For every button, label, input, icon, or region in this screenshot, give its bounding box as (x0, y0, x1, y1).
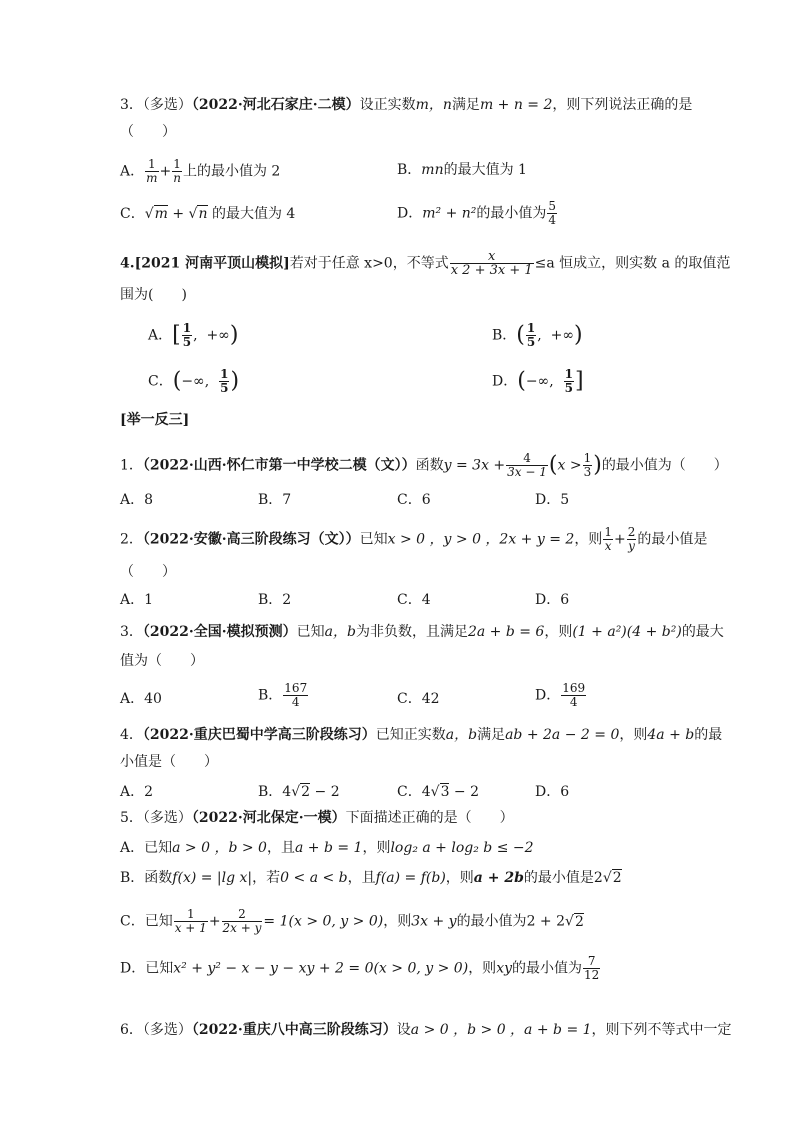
q4-stem-2: 围为( ) (120, 287, 187, 303)
q4-option-c: C．(−∞, $\frac{1}{5}$ ) (148, 367, 240, 395)
p5-option-d: D．已知x² + y² − x − y − xy + 2 = 0(x > 0, y > 0)，则xy的最小值为 $\frac{7}{12}$ (120, 954, 600, 982)
p2-paren: （ ） (120, 564, 176, 580)
p3-option-b: B． $\frac{167}{4}$ (258, 681, 308, 709)
p2-option-b: B．2 (258, 592, 292, 608)
p4-stem-2: 小值是（ ） (120, 754, 218, 770)
p1-option-a: A．8 (120, 492, 154, 508)
p2-option-d: D．6 (535, 592, 570, 608)
p3-option-a: A．40 (120, 691, 162, 707)
p4-stem: 4．（2022·重庆巴蜀中学高三阶段练习）已知正实数a，b满足ab + 2a − 2 = 0，则4a + b的最 (120, 727, 723, 743)
q3-paren: （ ） (120, 124, 176, 140)
q3-option-c: C．√m + √n 的最大值为 4 (120, 206, 296, 222)
p5-option-c: C．已知 $\frac{1}{x + 1}$ + $\frac{2}{2x + y}$ = 1(x > 0, y > 0)，则3x + y的最小值为2 + 2√2 (120, 907, 584, 935)
q4-option-b: B．( $\frac{1}{5}$ , +∞) (492, 321, 583, 349)
q3-option-a: A． $\frac{1}{m}$ + $\frac{1}{n}$ 上的最小值为 2 (120, 157, 281, 185)
p3-stem: 3．（2022·全国·模拟预测）已知a，b为非负数，且满足2a + b = 6，则(1 + a²)(4 + b²)的最大 (120, 624, 724, 640)
q4-option-a: A．[ $\frac{1}{5}$ , +∞) (148, 321, 239, 349)
p4-option-b: B．4√2 − 2 (258, 784, 340, 800)
p4-option-d: D．6 (535, 784, 570, 800)
q4-option-d: D．(−∞, $\frac{1}{5}$ ] (492, 367, 584, 395)
p5-option-a: A．已知a > 0 ，b > 0，且a + b = 1，则log₂ a + log₂ b ≤ −2 (120, 840, 534, 856)
p3-option-c: C．42 (397, 691, 440, 707)
p2-option-c: C．4 (397, 592, 431, 608)
p1-option-d: D．5 (535, 492, 570, 508)
p6-stem: 6．（多选）（2022·重庆八中高三阶段练习）设a > 0 ，b > 0 ，a + b = 1，则下列不等式中一定 (120, 1022, 732, 1038)
q3-option-d: D．m² + n²的最小值为 $\frac{5}{4}$ (397, 199, 557, 227)
p5-stem: 5．（多选）（2022·河北保定·一模）下面描述正确的是（ ） (120, 810, 514, 826)
p5-option-b: B．函数f(x) = |lg x|，若0 < a < b，且f(a) = f(b)，则a + 2b的最小值是2√2 (120, 870, 622, 886)
p3-stem-2: 值为（ ） (120, 653, 204, 669)
p2-option-a: A．1 (120, 592, 154, 608)
p3-option-d: D． $\frac{169}{4}$ (535, 681, 586, 709)
p1-stem: 1．（2022·山西·怀仁市第一中学校二模（文））函数y = 3x + $\frac{4}{3x - 1}$ (x > $\frac{1}{3}$ )的最小值为（ ） (120, 451, 728, 479)
p1-option-b: B．7 (258, 492, 292, 508)
p2-stem: 2．（2022·安徽·高三阶段练习（文））已知x > 0 ，y > 0 ，2x + y = 2，则 $\frac{1}{x}$ + $\frac{2}{y}$ 的最小值是 (120, 525, 708, 553)
p4-option-c: C．4√3 − 2 (397, 784, 480, 800)
q3-stem: 3．（多选）（2022·河北石家庄·二模）设正实数m，n满足m + n = 2，则下列说法正确的是 (120, 97, 693, 113)
p1-option-c: C．6 (397, 492, 431, 508)
section-title: [举一反三] (120, 412, 190, 428)
q3-option-b: B．mn的最大值为 1 (397, 162, 527, 178)
p4-option-a: A．2 (120, 784, 154, 800)
q4-stem: 4.[2021 河南平顶山模拟]若对于任意 x>0，不等式 $\frac{x}{x 2 + 3x + 1}$ ≤a 恒成立，则实数 a 的取值范 (120, 249, 731, 278)
